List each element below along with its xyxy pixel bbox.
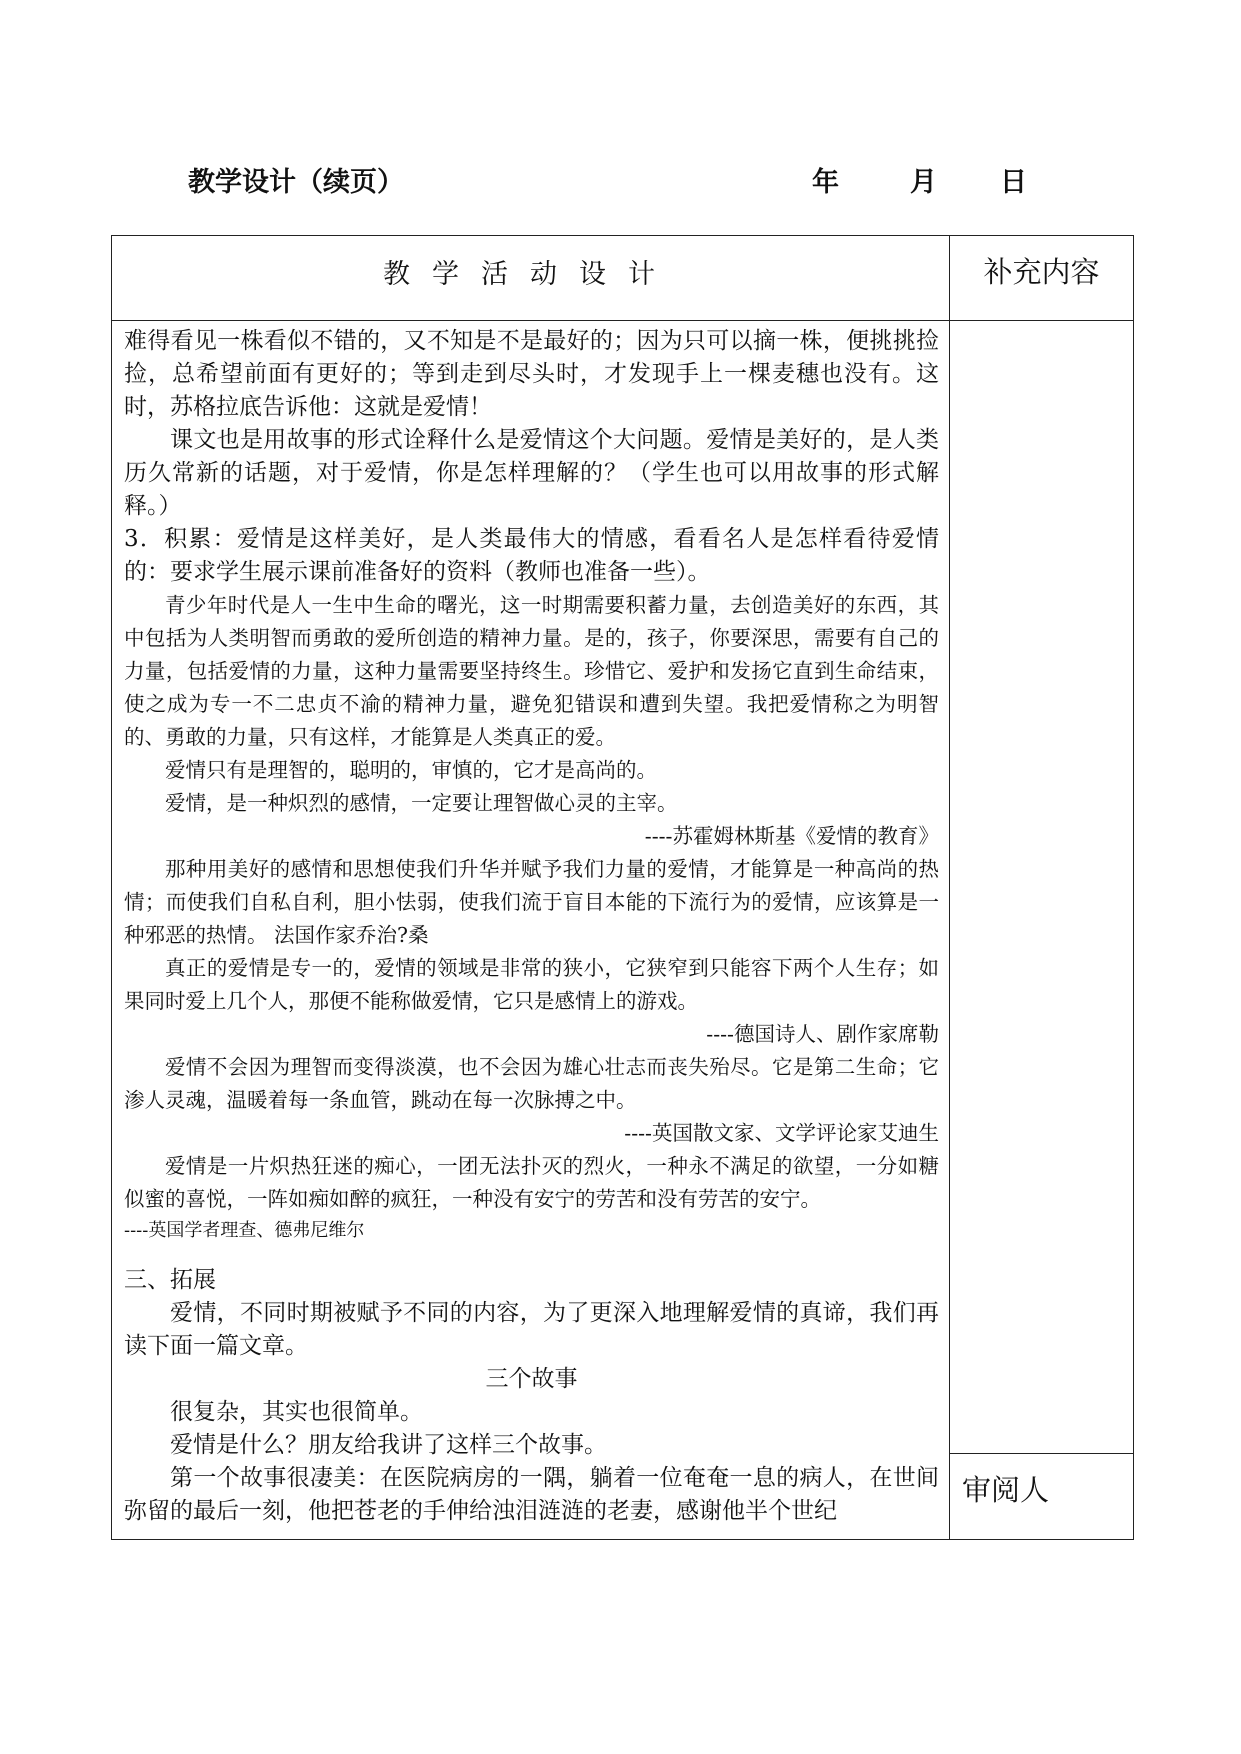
quote-paragraph: 爱情，是一种炽烈的感情，一定要让理智做心灵的主宰。 (165, 791, 678, 815)
page-header (0, 160, 1241, 200)
header-row-divider (111, 320, 1134, 321)
quote-paragraph: 爱情是一片炽热狂迷的痴心，一团无法扑灭的烈火，一种永不满足的欲望，一分如糖似蜜的喜悦，一阵如痴如醉的疯狂，一种没有安宁的劳苦和没有劳苦的安宁。 (124, 1154, 939, 1211)
activity-content (124, 325, 939, 1535)
quote-source: ----苏霍姆林斯基《爱情的教育》 (644, 824, 939, 848)
spacer (124, 1246, 939, 1264)
story-title: 三个故事 (485, 1366, 578, 1392)
reviewer-label: 审阅人 (962, 1473, 1050, 1507)
reviewer-row-divider (949, 1453, 1134, 1454)
date-day-label: 日 (1000, 167, 1027, 198)
paragraph: 课文也是用故事的形式诠释什么是爱情这个大问题。爱情是美好的，是人类历久常新的话题，对于爱情，你是怎样理解的？（学生也可以用故事的形式解释。） (124, 427, 939, 519)
paragraph: 第一个故事很凄美：在医院病房的一隅，躺着一位奄奄一息的病人，在世间弥留的最后一刻，他把苍老的手伸给浊泪涟涟的老妻，感谢他半个世纪 (124, 1465, 939, 1524)
quote-paragraph: 爱情只有是理智的，聪明的，审慎的，它才是高尚的。 (165, 758, 657, 782)
paragraph: 爱情，不同时期被赋予不同的内容，为了更深入地理解爱情的真谛，我们再读下面一篇文章。 (124, 1300, 939, 1359)
quote-source: ----英国散文家、文学评论家艾迪生 (624, 1121, 939, 1145)
section-heading: 三、拓展 (124, 1267, 216, 1293)
supplement-column-header: 补充内容 (983, 255, 1100, 289)
quote-paragraph: 青少年时代是人一生中生命的曙光，这一时期需要积蓄力量，去创造美好的东西，其中包括为人类明智而勇敢的爱所创造的精神力量。是的，孩子，你要深思，需要有自己的力量，包括爱情的力量，这种力量需要坚持终生。珍惜它、爱护和发扬它直到生命结束，使之成为专一不二忠贞不渝的精神力量，避免犯错误和遭到失望。我把爱情称之为明智的、勇敢的力量，只有这样，才能算是人类真正的爱。 (124, 593, 939, 749)
quote-paragraph: 真正的爱情是专一的，爱情的领域是非常的狭小，它狭窄到只能容下两个人生存；如果同时爱上几个人，那便不能称做爱情，它只是感情上的游戏。 (124, 956, 939, 1013)
quote-source: ----德国诗人、剧作家席勒 (706, 1022, 939, 1046)
document-title: 教学设计（续页） (188, 167, 404, 198)
quote-paragraph: 爱情不会因为理智而变得淡漠，也不会因为雄心壮志而丧失殆尽。它是第二生命；它渗人灵魂，温暖着每一条血管，跳动在每一次脉搏之中。 (124, 1055, 939, 1112)
paragraph: 3．积累：爱情是这样美好，是人类最伟大的情感，看看名人是怎样看待爱情的：要求学生展示课前准备好的资料（教师也准备一些）。 (124, 526, 939, 585)
date-year-label: 年 (812, 167, 839, 198)
paragraph: 很复杂，其实也很简单。 (170, 1399, 423, 1425)
paragraph: 难得看见一株看似不错的，又不知是不是最好的；因为只可以摘一株，便挑挑捡捡，总希望前面有更好的；等到走到尽头时，才发现手上一棵麦穗也没有。这时，苏格拉底告诉他：这就是爱情！ (124, 328, 939, 420)
quote-source: ----英国学者理查、德弗尼维尔 (124, 1220, 365, 1241)
column-divider (949, 235, 950, 1540)
main-column-header: 教学活动设计 (383, 259, 677, 290)
date-month-label: 月 (910, 167, 937, 198)
paragraph: 爱情是什么？朋友给我讲了这样三个故事。 (170, 1432, 607, 1458)
quote-paragraph: 那种用美好的感情和思想使我们升华并赋予我们力量的爱情，才能算是一种高尚的热情；而使我们自私自利，胆小怯弱，使我们流于盲目本能的下流行为的爱情，应该算是一种邪恶的热情。 法国作家乔治?桑 (124, 857, 939, 947)
